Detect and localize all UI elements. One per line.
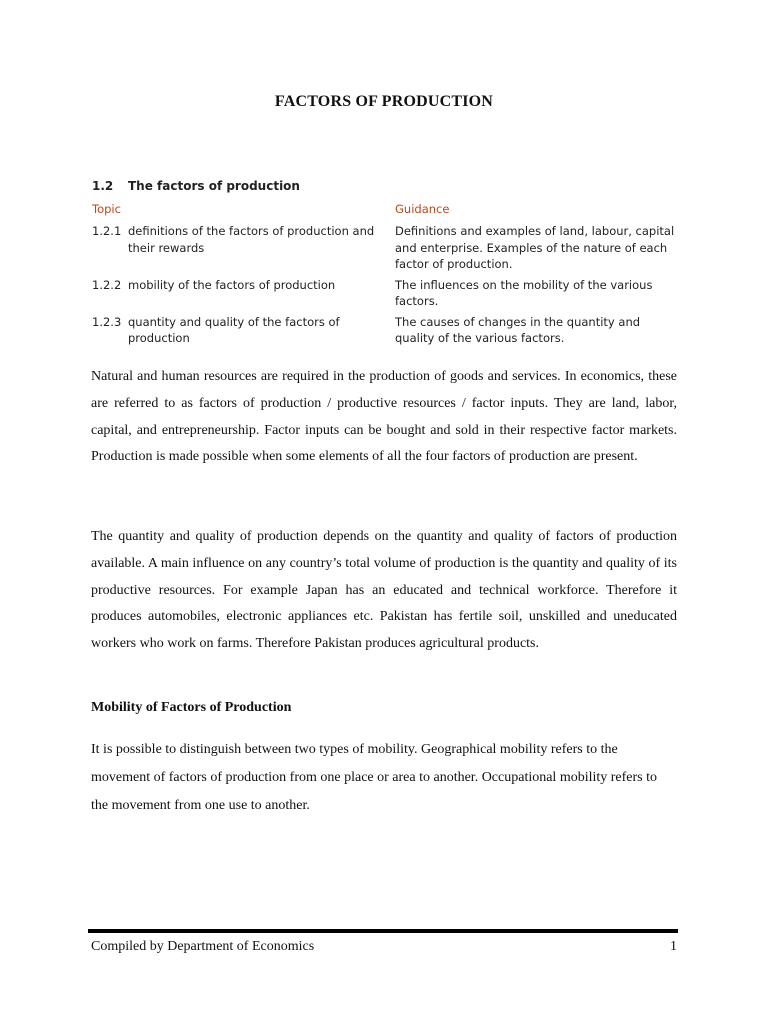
- syllabus-column-headers: [92, 201, 682, 218]
- syllabus-row-guidance: The influences on the mobility of the various factors.: [395, 277, 653, 308]
- syllabus-row-topic: quantity and quality of the factors of production: [128, 314, 340, 345]
- syllabus-row-guidance: The causes of changes in the quantity and quality of the various factors.: [395, 314, 641, 345]
- footer-divider: [88, 929, 678, 933]
- page-number: 1: [670, 939, 677, 954]
- syllabus-col-topic: Topic: [92, 201, 121, 216]
- syllabus-row-topic: definitions of the factors of production and their rewards: [128, 224, 375, 255]
- syllabus-row: [92, 277, 682, 310]
- syllabus-row-number: 1.2.1: [92, 224, 122, 238]
- syllabus-row-number: 1.2.2: [92, 277, 122, 292]
- body-paragraph-quantity-quality: The quantity and quality of production depends on the quantity and quality of factors of production available. A main influence on any country’s total volume of production is the quantity and quality of its productive resources. For example Japan has an educated and technical workforce. Therefore it produces automobiles, electronic appliances etc. Pakistan has fertile soil, unskilled and uneducated workers who work on farms. Therefore Pakistan produces agricultural products.: [91, 529, 677, 652]
- body-paragraph-mobility: It is possible to distinguish between two types of mobility. Geographical mobility refers to the movement of factors of production from one place or area to another. Occupational mobility refers to the movement from one use to another.: [91, 742, 658, 813]
- syllabus-section-heading: [92, 178, 682, 195]
- syllabus-row-topic: mobility of the factors of production: [128, 277, 336, 292]
- syllabus-excerpt: [92, 178, 682, 351]
- footer-credit: Compiled by Department of Economics: [91, 939, 315, 954]
- syllabus-section-number: 1.2: [92, 179, 114, 193]
- syllabus-row: [92, 314, 682, 347]
- body-paragraph-resources: Natural and human resources are required in the production of goods and services. In economics, these are referred to as factors of production / productive resources / factor inputs. They are land, labor, capital, and entrepreneurship. Factor inputs can be bought and sold in their respective factor markets. Production is made possible when some elements of all the four factors of production are present.: [91, 369, 677, 465]
- syllabus-section-title: The factors of production: [128, 179, 300, 193]
- page-title: FACTORS OF PRODUCTION: [274, 93, 494, 110]
- syllabus-row-number: 1.2.3: [92, 314, 122, 329]
- section-heading-mobility: Mobility of Factors of Production: [91, 700, 292, 715]
- syllabus-col-guidance: Guidance: [395, 201, 450, 216]
- syllabus-row-guidance: Definitions and examples of land, labour, capital and enterprise. Examples of the nature of each factor of production.: [395, 224, 675, 271]
- syllabus-row: [92, 223, 682, 273]
